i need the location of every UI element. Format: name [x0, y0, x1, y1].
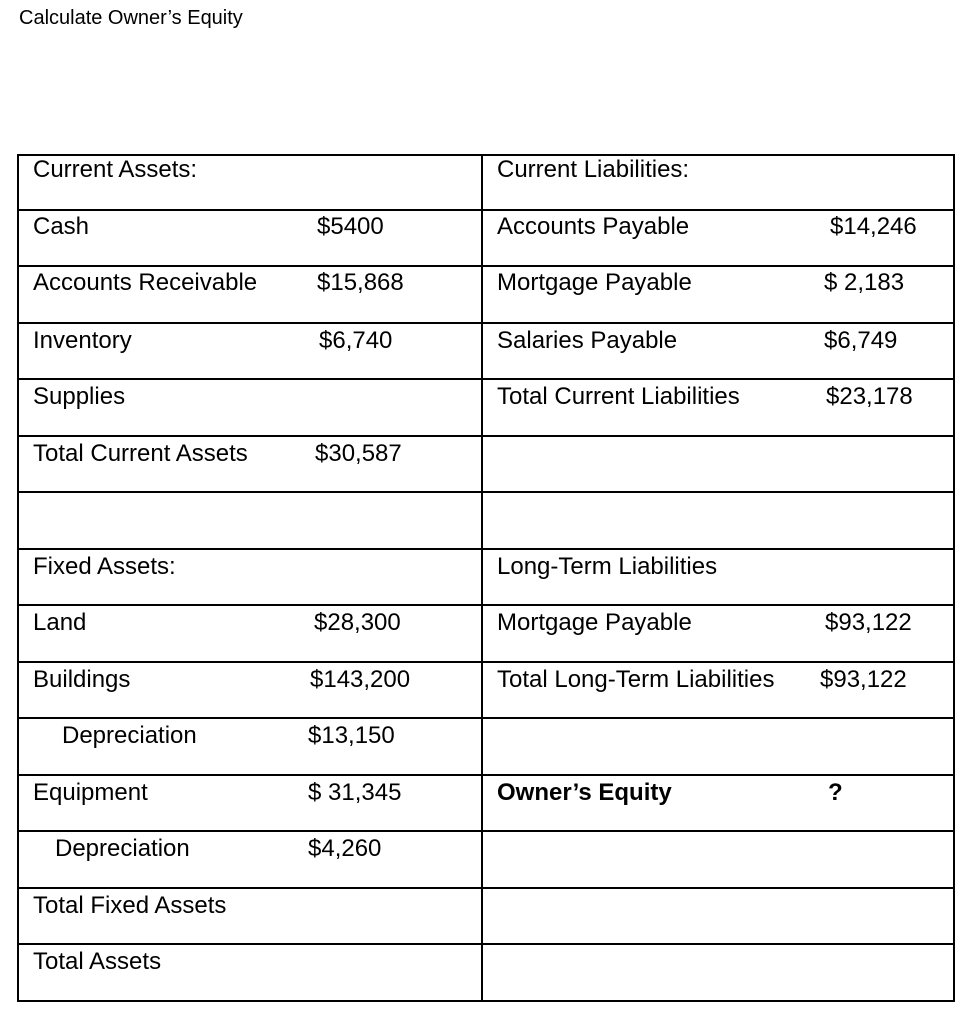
right-value: $14,246 — [830, 212, 917, 240]
right-label: Mortgage Payable — [497, 609, 692, 636]
right-label: Salaries Payable — [497, 326, 678, 354]
left-label: Total Assets — [33, 948, 162, 975]
page-title: Calculate Owner’s Equity — [19, 7, 243, 29]
right-value: $93,122 — [825, 609, 912, 636]
left-label: Equipment — [33, 778, 148, 806]
table-row — [17, 324, 955, 381]
table-row — [17, 493, 955, 550]
table-row — [17, 776, 955, 833]
right-value: $ 2,183 — [824, 269, 905, 296]
owners-equity-label: Owner’s Equity — [497, 778, 672, 806]
right-value: $93,122 — [820, 665, 907, 693]
left-value: $30,587 — [315, 439, 402, 467]
table-row — [17, 663, 955, 720]
table-row — [17, 550, 955, 607]
table-row — [17, 437, 955, 494]
owners-equity-value: ? — [828, 778, 843, 806]
table-row — [17, 832, 955, 889]
left-label: Depreciation — [62, 722, 197, 749]
table-row — [17, 945, 955, 1002]
table-row — [17, 889, 955, 946]
table-row — [17, 606, 955, 663]
left-value: $ 31,345 — [308, 778, 402, 806]
left-label: Total Fixed Assets — [33, 891, 227, 919]
right-label: Current Liabilities: — [497, 156, 690, 183]
right-label: Total Current Liabilities — [497, 383, 740, 410]
left-label: Cash — [33, 212, 90, 240]
left-label: Fixed Assets: — [33, 552, 176, 580]
right-label: Mortgage Payable — [497, 269, 692, 296]
right-label: Accounts Payable — [497, 212, 690, 240]
left-value: $4,260 — [308, 835, 382, 862]
table-row — [17, 267, 955, 324]
left-value: $28,300 — [314, 609, 401, 636]
left-value: $143,200 — [310, 665, 411, 693]
left-label: Current Assets: — [33, 156, 198, 183]
left-label: Supplies — [33, 383, 126, 410]
left-label: Land — [33, 609, 87, 636]
left-value: $6,740 — [319, 326, 393, 354]
left-value: $5400 — [317, 212, 384, 240]
left-label: Total Current Assets — [33, 439, 248, 467]
left-label: Depreciation — [55, 835, 190, 862]
left-label: Accounts Receivable — [33, 269, 258, 296]
right-label: Long-Term Liabilities — [497, 552, 718, 580]
left-value: $13,150 — [308, 722, 395, 749]
left-label: Buildings — [33, 665, 131, 693]
table-row — [17, 211, 955, 268]
table-row — [17, 154, 955, 211]
table-row — [17, 380, 955, 437]
table-row — [17, 719, 955, 776]
left-value: $15,868 — [317, 269, 404, 296]
right-value: $6,749 — [824, 326, 898, 354]
right-label: Total Long-Term Liabilities — [497, 665, 775, 693]
right-value: $23,178 — [826, 383, 913, 410]
left-label: Inventory — [33, 326, 132, 354]
